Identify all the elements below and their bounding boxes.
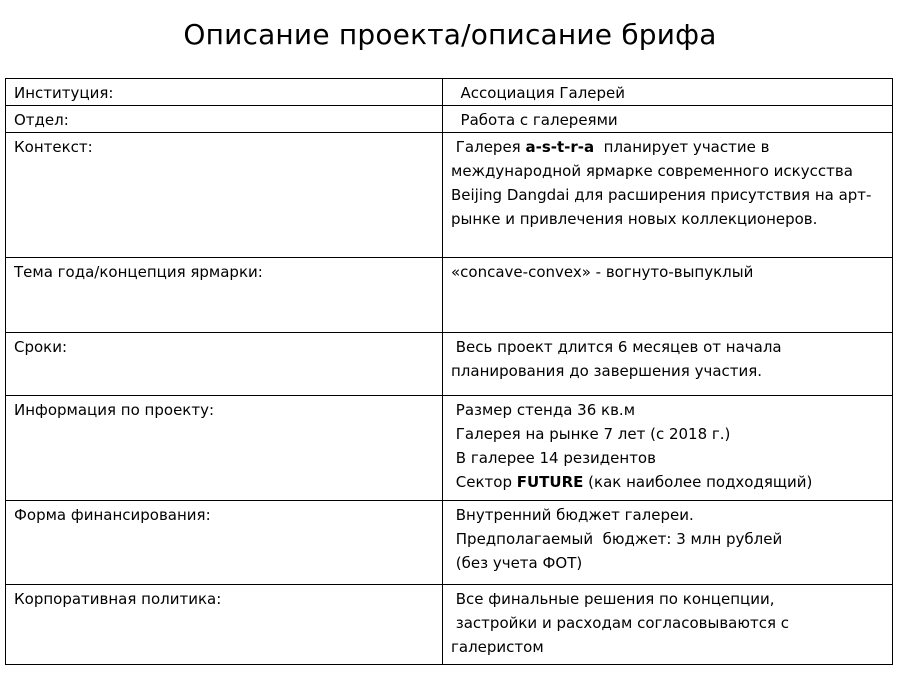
value-line (451, 446, 884, 470)
row-label: Контекст: (6, 133, 443, 258)
row-label: Корпоративная политика: (6, 585, 443, 665)
value-line (451, 359, 884, 383)
value-line (451, 635, 884, 659)
value-text: международной ярмарке современного искусства (451, 162, 853, 180)
value-text: Размер стенда 36 кв.м (451, 401, 636, 419)
value-text: Ассоциация Галерей (451, 84, 626, 102)
value-line (451, 503, 884, 527)
table-row-context (6, 133, 893, 258)
row-label: Отдел: (6, 106, 443, 133)
value-line (451, 335, 884, 359)
value-line (451, 527, 884, 551)
page-title: Описание проекта/описание брифа (183, 18, 717, 51)
value-line (451, 207, 884, 231)
row-label: Форма финансирования: (6, 501, 443, 585)
value-text: Все финальные решения по концепции, (451, 590, 775, 608)
value-line (451, 108, 884, 132)
row-label: Институция: (6, 79, 443, 106)
value-line (451, 470, 884, 494)
value-bold-text: FUTURE (516, 473, 584, 491)
value-text: планирования до завершения участия. (451, 362, 763, 380)
row-label: Тема года/концепция ярмарки: (6, 258, 443, 333)
value-text: (без учета ФОТ) (451, 554, 583, 572)
value-text: Сектор (451, 473, 517, 491)
value-line (451, 135, 884, 159)
row-value (443, 396, 893, 501)
value-text: «concave-convex» - вогнуто-выпуклый (451, 263, 754, 281)
value-text: Внутренний бюджет галереи. (451, 506, 694, 524)
table-row-fair-theme (6, 258, 893, 333)
row-value (443, 258, 893, 333)
value-line (451, 422, 884, 446)
value-line (451, 81, 884, 105)
row-value (443, 106, 893, 133)
table-row-funding (6, 501, 893, 585)
value-text: В галерее 14 резидентов (451, 449, 656, 467)
value-text: Весь проект длится 6 месяцев от начала (451, 338, 782, 356)
value-text: застройки и расходам согласовываются с (451, 614, 789, 632)
value-line (451, 260, 884, 284)
value-text: галеристом (451, 638, 544, 656)
row-value (443, 133, 893, 258)
row-value (443, 79, 893, 106)
row-label: Информация по проекту: (6, 396, 443, 501)
value-text: планирует участие в (594, 138, 770, 156)
table-row-institution (6, 79, 893, 106)
row-value (443, 333, 893, 396)
value-text: (как наиболее подходящий) (583, 473, 813, 491)
table-row-corporate-policy (6, 585, 893, 665)
row-value (443, 501, 893, 585)
value-line (451, 398, 884, 422)
value-text: рынке и привлечения новых коллекционеров. (451, 210, 818, 228)
value-bold-text: a-s-t-r-a (525, 138, 595, 156)
value-line (451, 551, 884, 575)
row-value (443, 585, 893, 665)
table-row-timeline (6, 333, 893, 396)
value-text: Предполагаемый бюджет: 3 млн рублей (451, 530, 783, 548)
value-text: Beijing Dangdai для расширения присутствия на арт- (451, 186, 872, 204)
value-line (451, 611, 884, 635)
value-line (451, 183, 884, 207)
table-row-department (6, 106, 893, 133)
value-text: Работа с галереями (451, 111, 618, 129)
row-label: Сроки: (6, 333, 443, 396)
brief-table (5, 78, 893, 665)
value-text: Галерея на рынке 7 лет (с 2018 г.) (451, 425, 731, 443)
table-row-project-info (6, 396, 893, 501)
value-line (451, 159, 884, 183)
value-line (451, 587, 884, 611)
value-text: Галерея (451, 138, 526, 156)
